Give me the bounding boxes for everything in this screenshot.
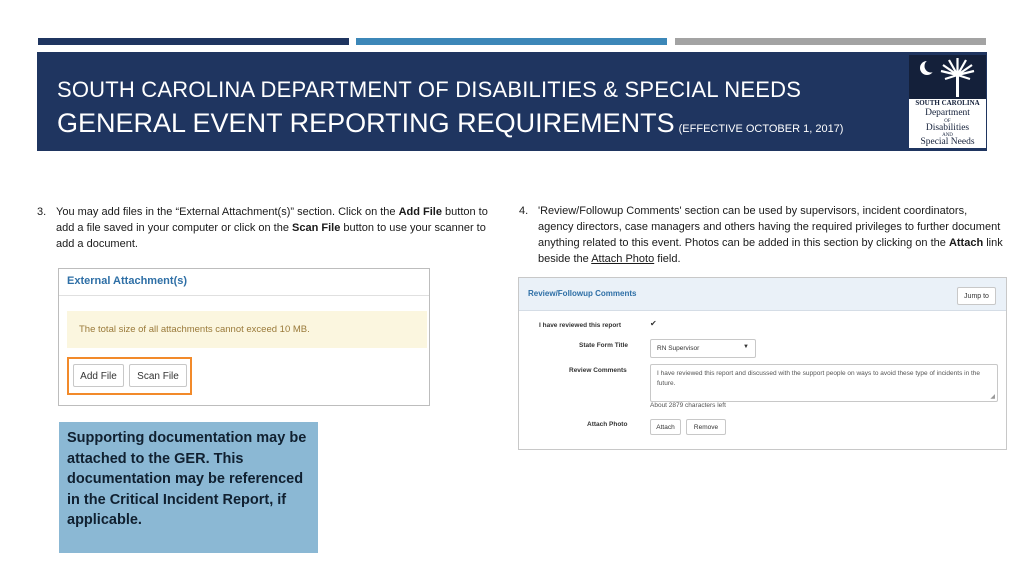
step-4-text-c: field. (654, 253, 681, 265)
add-file-button[interactable]: Add File (73, 364, 124, 387)
step-3-add-file-term: Add File (398, 206, 442, 218)
title-effective-date: (EFFECTIVE OCTOBER 1, 2017) (678, 123, 844, 135)
reviewed-label: I have reviewed this report (539, 322, 622, 329)
title-main: GENERAL EVENT REPORTING REQUIREMENTS (57, 108, 675, 138)
step-3-number: 3. (37, 206, 47, 218)
header-stripe-light (675, 38, 986, 45)
review-followup-panel (518, 277, 1007, 450)
logo-text-of: OF (944, 118, 951, 124)
step-3-instructions (37, 204, 507, 252)
step-4-instructions (519, 203, 1004, 267)
characters-left-counter: About 2879 characters left (650, 402, 726, 409)
step-4-attach-photo-term: Attach Photo (591, 253, 655, 265)
step-4-text (538, 203, 1004, 267)
attachment-size-warning-text: The total size of all attachments cannot exceed 10 MB. (79, 324, 310, 335)
remove-photo-button[interactable]: Remove (686, 419, 726, 435)
step-4-attach-term: Attach (948, 237, 984, 249)
logo-text-state: SOUTH CAROLINA (915, 99, 980, 107)
step-3-text-a: You may add files in the “External Attachment(s)” section. Click on the (56, 206, 399, 218)
state-form-title-select[interactable] (650, 339, 756, 358)
step-3-text (56, 204, 507, 252)
scan-file-button[interactable]: Scan File (129, 364, 187, 387)
reviewed-checkbox[interactable]: ✔ (650, 319, 657, 328)
title-line-2 (57, 108, 843, 139)
logo-text-and: AND (942, 133, 953, 138)
state-form-title-label: State Form Title (579, 342, 629, 349)
logo-text (909, 100, 986, 148)
supporting-documentation-note (59, 422, 318, 553)
header-stripe-mid (356, 38, 667, 45)
palmetto-moon-icon (909, 55, 986, 99)
review-comments-label: Review Comments (569, 367, 627, 374)
review-panel-header (519, 278, 1006, 311)
header-stripe-dark (38, 38, 349, 45)
attach-photo-button[interactable]: Attach (650, 419, 681, 435)
step-4-text-a: 'Review/Followup Comments' section can be used by supervisors, incident coordinators, agency directors, case managers and others having the required privileges to further document anything related to this event. Photos can be added in this section by clicking on the (538, 205, 1001, 249)
caret-down-icon: ▼ (743, 344, 749, 350)
title-banner (37, 52, 987, 151)
logo-text-department: Department (925, 108, 970, 118)
attachment-buttons-highlight (67, 357, 192, 395)
step-3-scan-file-term: Scan File (292, 222, 341, 234)
attach-photo-label: Attach Photo (587, 421, 628, 428)
step-3-text-b: button to add a file saved in your computer or click on the (56, 206, 488, 234)
step-3-text-c: button to use your scanner to add a document. (56, 222, 486, 250)
resize-grip-icon[interactable]: ◢ (990, 394, 995, 400)
logo-text-special-needs: Special Needs (920, 137, 975, 147)
review-comments-value: I have reviewed this report and discussed with the support people on ways to avoid these type of incidents in the future. (657, 370, 981, 387)
attachment-size-warning (67, 311, 427, 348)
external-attachments-panel (58, 268, 430, 406)
review-comments-textarea[interactable] (650, 364, 998, 402)
title-line-1: SOUTH CAROLINA DEPARTMENT OF DISABILITIES & SPECIAL NEEDS (57, 77, 802, 102)
agency-logo (909, 55, 986, 148)
logo-text-disabilities: Disabilities (925, 122, 970, 133)
note-text: Supporting documentation may be attached to the GER. This documentation may be referenced in the Critical Incident Report, if applicable. (67, 430, 307, 528)
review-panel-title: Review/Followup Comments (528, 289, 637, 298)
panel-divider (59, 295, 429, 296)
step-4-number: 4. (519, 205, 529, 217)
jump-to-button[interactable]: Jump to (957, 287, 996, 305)
state-form-title-value: RN Supervisor (657, 345, 700, 352)
step-4-text-b: link beside the (538, 237, 1003, 265)
external-attachments-title: External Attachment(s) (67, 275, 188, 287)
